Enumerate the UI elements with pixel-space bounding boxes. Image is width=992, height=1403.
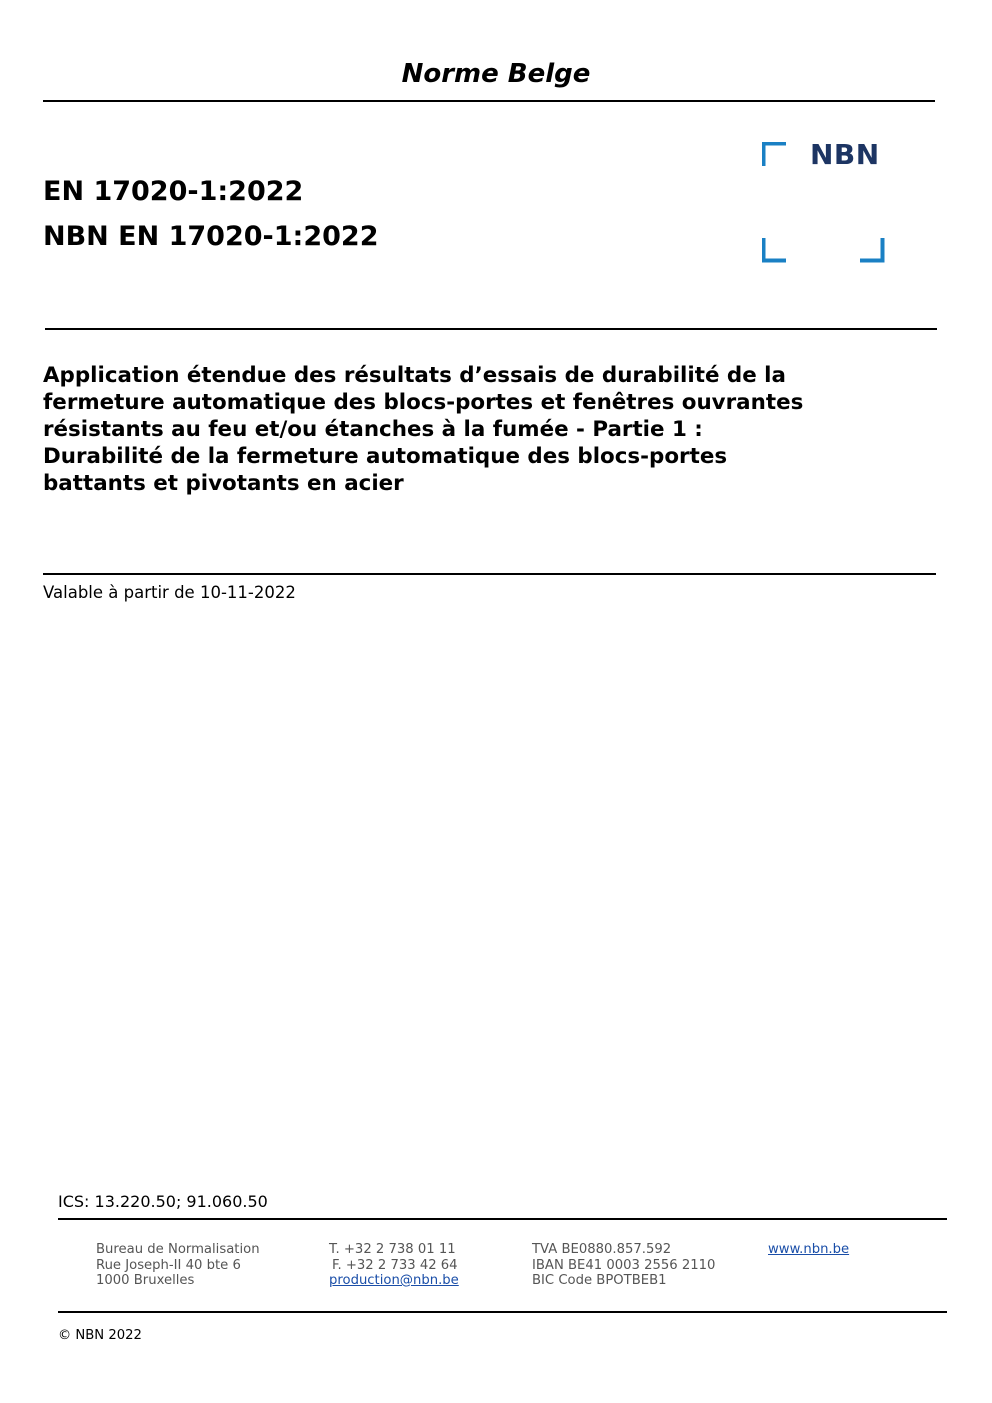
footer-divider-bottom	[58, 1311, 947, 1313]
section-divider-top	[45, 328, 937, 330]
valid-from-date: Valable à partir de 10-11-2022	[43, 583, 296, 602]
title-line: Durabilité de la fermeture automatique des blocs-portes	[43, 444, 728, 469]
ics-codes: ICS: 13.220.50; 91.060.50	[58, 1192, 268, 1211]
vat-number: TVA BE0880.857.592	[532, 1242, 672, 1257]
title-line: fermeture automatique des blocs-portes et fenêtres ouvrantes	[43, 390, 804, 415]
document-title	[43, 362, 923, 497]
website-block	[768, 1242, 849, 1258]
section-divider-middle	[43, 573, 936, 575]
phone-block	[329, 1242, 459, 1289]
iban-number: IBAN BE41 0003 2556 2110	[532, 1257, 716, 1273]
title-line: résistants au feu et/ou étanches à la fumée - Partie 1 :	[43, 417, 703, 442]
address-line: Rue Joseph-II 40 bte 6	[96, 1257, 241, 1273]
address-line: 1000 Bruxelles	[96, 1273, 195, 1288]
copyright-notice: © NBN 2022	[58, 1328, 142, 1343]
address-block	[96, 1242, 260, 1289]
logo-text: NBN	[810, 138, 880, 171]
en-standard-number: EN 17020-1:2022	[43, 176, 304, 207]
phone-number: T. +32 2 738 01 11	[329, 1242, 456, 1257]
bank-block	[532, 1242, 715, 1289]
website-link[interactable]: www.nbn.be	[768, 1242, 850, 1257]
nbn-logo	[762, 138, 886, 264]
header-divider	[43, 100, 935, 102]
nbn-standard-number: NBN EN 17020-1:2022	[43, 221, 379, 252]
email-link[interactable]: production@nbn.be	[329, 1273, 459, 1288]
page-header-title: Norme Belge	[401, 59, 591, 89]
footer-divider-top	[58, 1218, 947, 1220]
address-line: Bureau de Normalisation	[96, 1242, 260, 1257]
title-line: Application étendue des résultats d’essais de durabilité de la	[43, 363, 786, 388]
title-line: battants et pivotants en acier	[43, 471, 404, 496]
fax-number: F. +32 2 733 42 64	[332, 1257, 458, 1273]
bic-code: BIC Code BPOTBEB1	[532, 1273, 667, 1288]
